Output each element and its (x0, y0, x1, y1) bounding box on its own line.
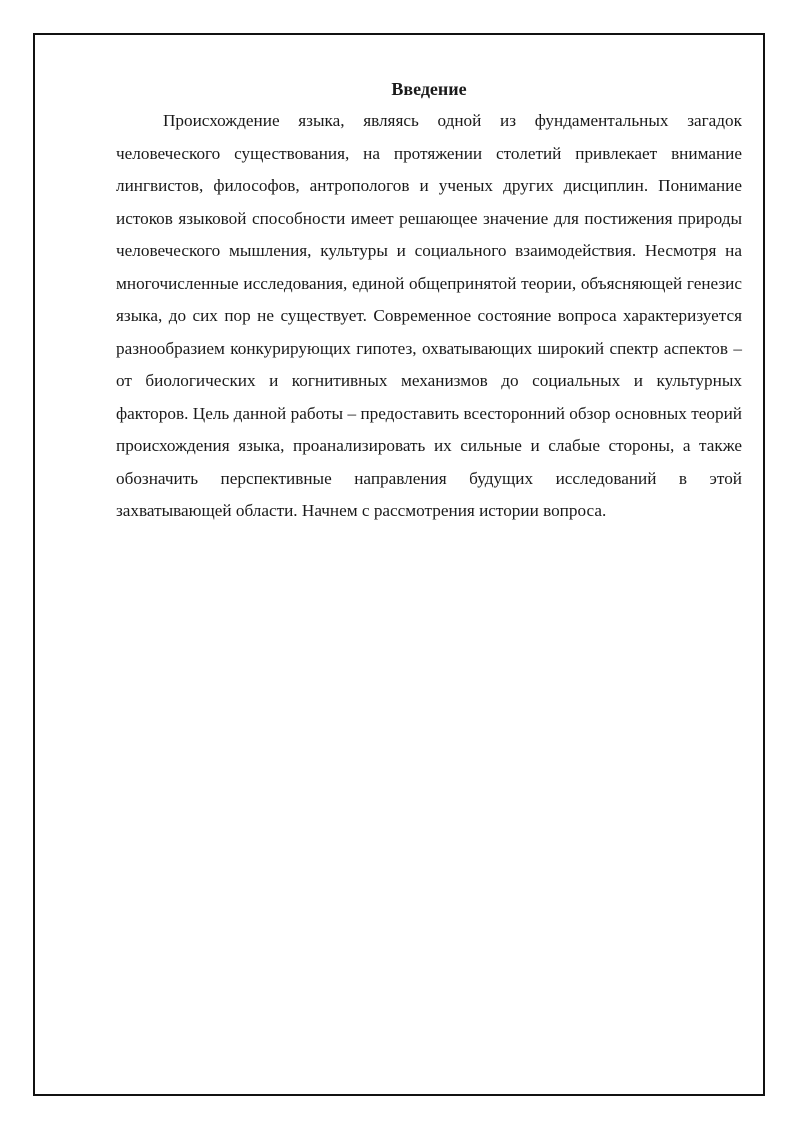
document-body (116, 74, 742, 528)
section-heading: Введение (391, 79, 467, 99)
intro-paragraph: Происхождение языка, являясь одной из фундаментальных загадок человеческого существования, на протяжении столетий привлекает внимание лингвистов, философов, антропологов и ученых других дисциплин. Понимание истоков языковой способности имеет решающее значение для постижения природы человеческого мышления, культуры и социального взаимодействия. Несмотря на многочисленные исследования, единой общепринятой теории, объясняющей генезис языка, до сих пор не существует. Современное состояние вопроса характеризуется разнообразием конкурирующих гипотез, охватывающих широкий спектр аспектов – от биологических и когнитивных механизмов до социальных и культурных факторов. Цель данной работы – предоставить всесторонний обзор основных теорий происхождения языка, проанализировать их сильные и слабые стороны, а также обозначить перспективные направления будущих исследований в этой захватывающей области. Начнем с рассмотрения истории вопроса. (116, 111, 742, 520)
